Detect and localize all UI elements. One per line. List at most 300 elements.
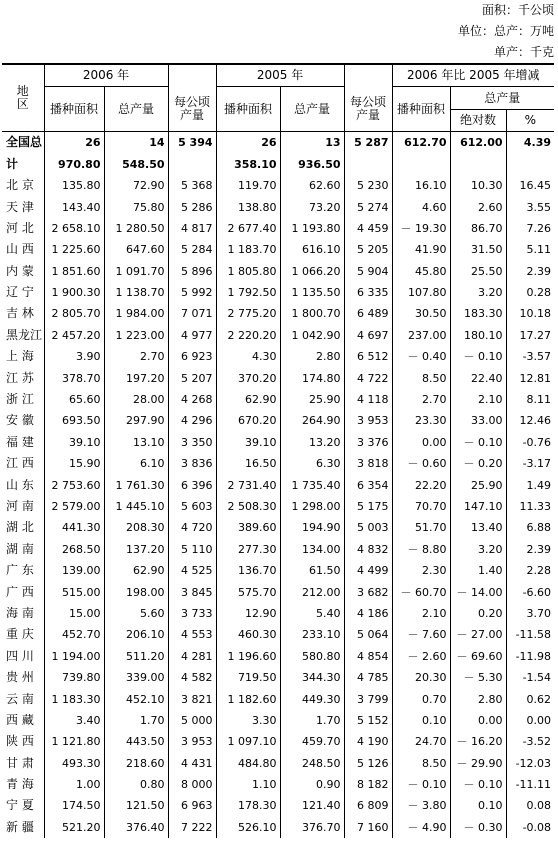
table-cell: 2 805.70 <box>44 303 104 324</box>
table-cell: 1 225.60 <box>44 239 104 260</box>
region-name: 河 北 <box>6 220 34 235</box>
table-cell: 1 183.30 <box>44 688 104 709</box>
table-cell: 4 525 <box>168 560 216 581</box>
table-row <box>2 367 554 388</box>
table-cell: 7.26 <box>506 218 554 239</box>
region-name: 甘 肃 <box>6 755 34 770</box>
total-cell: 26 <box>44 132 104 154</box>
header-region: 地 区 <box>2 64 44 132</box>
table-cell: 1 851.60 <box>44 261 104 282</box>
table-cell: 5 230 <box>344 175 392 196</box>
table-cell: 5 603 <box>168 496 216 517</box>
table-cell: 1.10 <box>216 774 280 795</box>
total-cell: 4.39 <box>506 132 554 154</box>
table-cell: 248.50 <box>280 753 344 774</box>
total-cell: 548.50 <box>104 154 168 175</box>
table-cell: 33.00 <box>450 410 506 431</box>
table-row <box>2 261 554 282</box>
region-name: 内 蒙 <box>6 263 34 278</box>
table-cell: 4 697 <box>344 325 392 346</box>
table-row <box>2 817 554 838</box>
region-name: 福 建 <box>6 434 34 449</box>
table-cell: 1 735.40 <box>280 474 344 495</box>
table-cell: 6 923 <box>168 346 216 367</box>
table-cell: 15.90 <box>44 453 104 474</box>
table-cell: 6 335 <box>344 282 392 303</box>
table-cell: 339.00 <box>104 667 168 688</box>
table-cell: 5 284 <box>168 239 216 260</box>
total-cell: 26 <box>216 132 280 154</box>
table-cell: 25.50 <box>450 261 506 282</box>
table-cell: 119.70 <box>216 175 280 196</box>
table-cell: 1 135.50 <box>280 282 344 303</box>
table-cell: 5 904 <box>344 261 392 282</box>
total-cell: 13 <box>280 132 344 154</box>
table-cell: 39.10 <box>216 432 280 453</box>
table-row <box>2 731 554 752</box>
table-cell: 5 003 <box>344 517 392 538</box>
total-cell <box>450 154 506 175</box>
region-name: 海 南 <box>6 605 34 620</box>
header-sown-2005: 播种面积 <box>216 87 280 132</box>
total-cell <box>344 154 392 175</box>
table-cell: 3 733 <box>168 603 216 624</box>
region-name: 山 东 <box>6 477 34 492</box>
header-pct: % <box>506 109 554 131</box>
table-cell: 5 152 <box>344 710 392 731</box>
table-cell: 580.80 <box>280 646 344 667</box>
table-cell: 1 091.70 <box>104 261 168 282</box>
table-cell: 134.00 <box>280 539 344 560</box>
table-row <box>2 175 554 196</box>
table-cell: 25.90 <box>450 474 506 495</box>
table-cell: 4 553 <box>168 624 216 645</box>
table-cell: 20.30 <box>392 667 450 688</box>
table-cell: 2 677.40 <box>216 218 280 239</box>
table-row <box>2 581 554 602</box>
table-cell: 264.90 <box>280 410 344 431</box>
table-cell: 1 298.00 <box>280 496 344 517</box>
table-cell: 51.70 <box>392 517 450 538</box>
table-cell: 1 792.50 <box>216 282 280 303</box>
table-row <box>2 688 554 709</box>
table-cell: 138.80 <box>216 196 280 217</box>
total-cell: 612.70 <box>392 132 450 154</box>
table-cell: 75.80 <box>104 196 168 217</box>
table-cell: － 2.60 <box>392 646 450 667</box>
table-cell: 4 722 <box>344 367 392 388</box>
table-cell: 23.30 <box>392 410 450 431</box>
table-cell: 2.70 <box>392 389 450 410</box>
table-cell: 1 193.80 <box>280 218 344 239</box>
table-cell: 2.80 <box>280 346 344 367</box>
table-row <box>2 774 554 795</box>
table-cell: － 4.90 <box>392 817 450 838</box>
region-name: 湖 南 <box>6 541 34 556</box>
table-cell: 8 182 <box>344 774 392 795</box>
table-cell: 10.30 <box>450 175 506 196</box>
table-cell: 197.20 <box>104 367 168 388</box>
table-cell: 4 118 <box>344 389 392 410</box>
table-cell: -12.03 <box>506 753 554 774</box>
table-cell: -3.17 <box>506 453 554 474</box>
table-cell: 13.20 <box>280 432 344 453</box>
table-cell: 7 160 <box>344 817 392 838</box>
table-cell: － 19.30 <box>392 218 450 239</box>
table-cell: 12.81 <box>506 367 554 388</box>
table-cell: 86.70 <box>450 218 506 239</box>
table-cell: 3.55 <box>506 196 554 217</box>
header-2005: 2005 年 <box>216 64 344 87</box>
table-row <box>2 795 554 816</box>
table-cell: 11.33 <box>506 496 554 517</box>
table-cell: 1.70 <box>280 710 344 731</box>
table-cell: 2 658.10 <box>44 218 104 239</box>
table-cell: 449.30 <box>280 688 344 709</box>
table-cell: 12.90 <box>216 603 280 624</box>
table-cell: 5 286 <box>168 196 216 217</box>
table-row <box>2 410 554 431</box>
table-cell: 5 992 <box>168 282 216 303</box>
table-cell: 2 731.40 <box>216 474 280 495</box>
data-table <box>2 63 554 838</box>
table-cell: 2 579.00 <box>44 496 104 517</box>
table-row <box>2 303 554 324</box>
table-cell: 3 953 <box>168 731 216 752</box>
unit-output: 单位：总产：万吨 <box>457 24 554 38</box>
table-cell: 452.10 <box>104 688 168 709</box>
table-cell: － 0.10 <box>450 346 506 367</box>
table-row <box>2 667 554 688</box>
table-cell: 62.60 <box>280 175 344 196</box>
table-cell: 4 296 <box>168 410 216 431</box>
region-name: 河 南 <box>6 499 34 513</box>
table-cell: 3.90 <box>44 346 104 367</box>
region-name: 云 南 <box>6 691 34 706</box>
header-blank-2 <box>344 64 392 87</box>
table-cell: 511.20 <box>104 646 168 667</box>
table-row <box>2 517 554 538</box>
table-cell: 6 512 <box>344 346 392 367</box>
table-cell: 1 984.00 <box>104 303 168 324</box>
table-cell: 65.60 <box>44 389 104 410</box>
table-cell: 268.50 <box>44 539 104 560</box>
table-cell: 1 800.70 <box>280 303 344 324</box>
table-cell: 178.30 <box>216 795 280 816</box>
table-cell: － 0.10 <box>450 774 506 795</box>
table-cell: 739.80 <box>44 667 104 688</box>
table-cell: 1 223.00 <box>104 325 168 346</box>
table-cell: 16.50 <box>216 453 280 474</box>
table-row <box>2 710 554 731</box>
table-cell: 1.70 <box>104 710 168 731</box>
table-cell: 147.10 <box>450 496 506 517</box>
table-cell: 17.27 <box>506 325 554 346</box>
table-cell: 237.00 <box>392 325 450 346</box>
table-row <box>2 560 554 581</box>
table-cell: 0.20 <box>450 603 506 624</box>
table-cell: 1 900.30 <box>44 282 104 303</box>
table-cell: 0.62 <box>506 688 554 709</box>
region-name: 重 庆 <box>6 627 34 642</box>
table-cell: － 3.80 <box>392 795 450 816</box>
table-cell: 1.49 <box>506 474 554 495</box>
table-cell: 6 354 <box>344 474 392 495</box>
table-cell: 25.90 <box>280 389 344 410</box>
table-cell: 1 121.80 <box>44 731 104 752</box>
table-row <box>2 389 554 410</box>
table-row <box>2 196 554 217</box>
table-cell: 137.20 <box>104 539 168 560</box>
table-cell: 107.80 <box>392 282 450 303</box>
table-cell: 6 396 <box>168 474 216 495</box>
table-cell: 7 222 <box>168 817 216 838</box>
table-cell: 5 274 <box>344 196 392 217</box>
table-cell: 3 836 <box>168 453 216 474</box>
table-cell: 3 799 <box>344 688 392 709</box>
region-name: 广 西 <box>6 584 34 599</box>
table-cell: 4.30 <box>216 346 280 367</box>
table-cell: 693.50 <box>44 410 104 431</box>
table-cell: 515.00 <box>44 581 104 602</box>
table-cell: － 16.20 <box>450 731 506 752</box>
header-output-2005: 总产量 <box>280 87 344 132</box>
header-sown-change: 播种面积 <box>392 87 450 132</box>
region-name: 吉 林 <box>6 306 34 321</box>
table-cell: 0.10 <box>392 710 450 731</box>
region-name: 天 津 <box>6 199 34 214</box>
total-cell: 14 <box>104 132 168 154</box>
table-cell: 30.50 <box>392 303 450 324</box>
table-cell: 1 066.20 <box>280 261 344 282</box>
table-cell: 4 977 <box>168 325 216 346</box>
table-cell: -3.52 <box>506 731 554 752</box>
table-cell: 5.40 <box>280 603 344 624</box>
table-row <box>2 496 554 517</box>
table-cell: 139.00 <box>44 560 104 581</box>
table-cell: 4 281 <box>168 646 216 667</box>
table-cell: － 0.20 <box>450 453 506 474</box>
table-cell: 4 186 <box>344 603 392 624</box>
table-row <box>2 346 554 367</box>
table-cell: 441.30 <box>44 517 104 538</box>
region-name: 山 西 <box>6 242 34 257</box>
table-cell: 3.20 <box>450 539 506 560</box>
table-cell: 719.50 <box>216 667 280 688</box>
table-cell: 344.30 <box>280 667 344 688</box>
region-name: 江 苏 <box>6 370 34 385</box>
table-cell: 2.10 <box>450 389 506 410</box>
region-name: 浙 江 <box>6 392 34 407</box>
total-cell: 5 287 <box>344 132 392 154</box>
table-cell: 45.80 <box>392 261 450 282</box>
total-row <box>2 132 554 154</box>
total-label-1: 全国总 <box>6 135 43 150</box>
table-cell: 2 775.20 <box>216 303 280 324</box>
table-cell: 206.10 <box>104 624 168 645</box>
table-cell: 2 457.20 <box>44 325 104 346</box>
table-cell: 0.70 <box>392 688 450 709</box>
header-change: 2006 年比 2005 年增减 <box>392 64 554 87</box>
table-cell: 460.30 <box>216 624 280 645</box>
table-cell: 1 805.80 <box>216 261 280 282</box>
region-name: 西 藏 <box>6 712 34 727</box>
table-row <box>2 539 554 560</box>
table-cell: 5 205 <box>344 239 392 260</box>
table-cell: 8 000 <box>168 774 216 795</box>
header-output-2006: 总产量 <box>104 87 168 132</box>
table-cell: 0.08 <box>506 795 554 816</box>
table-cell: -3.57 <box>506 346 554 367</box>
table-cell: － 29.90 <box>450 753 506 774</box>
table-cell: 39.10 <box>44 432 104 453</box>
table-cell: 459.70 <box>280 731 344 752</box>
table-cell: 70.70 <box>392 496 450 517</box>
table-cell: 6 963 <box>168 795 216 816</box>
table-cell: 526.10 <box>216 817 280 838</box>
table-cell: 5 064 <box>344 624 392 645</box>
table-cell: 7 071 <box>168 303 216 324</box>
table-cell: 218.60 <box>104 753 168 774</box>
table-cell: 8.11 <box>506 389 554 410</box>
table-cell: 4 459 <box>344 218 392 239</box>
header-yield-2005: 每公顷 产量 <box>344 87 392 132</box>
table-cell: － 0.40 <box>392 346 450 367</box>
table-cell: 297.90 <box>104 410 168 431</box>
region-name: 上 海 <box>6 349 34 364</box>
table-cell: 208.30 <box>104 517 168 538</box>
table-cell: 0.80 <box>104 774 168 795</box>
table-cell: 1 445.10 <box>104 496 168 517</box>
table-cell: 370.20 <box>216 367 280 388</box>
total-cell: 936.50 <box>280 154 344 175</box>
table-cell: 3 818 <box>344 453 392 474</box>
table-cell: 212.00 <box>280 581 344 602</box>
table-cell: 2 753.60 <box>44 474 104 495</box>
table-cell: － 60.70 <box>392 581 450 602</box>
table-cell: － 0.30 <box>450 817 506 838</box>
table-cell: 1 761.30 <box>104 474 168 495</box>
table-cell: 1 097.10 <box>216 731 280 752</box>
table-cell: － 14.00 <box>450 581 506 602</box>
table-cell: 28.00 <box>104 389 168 410</box>
table-cell: 4 268 <box>168 389 216 410</box>
total-cell <box>392 154 450 175</box>
table-row <box>2 453 554 474</box>
table-row <box>2 325 554 346</box>
table-cell: 0.90 <box>280 774 344 795</box>
total-cell: 612.00 <box>450 132 506 154</box>
table-row <box>2 646 554 667</box>
table-cell: 22.40 <box>450 367 506 388</box>
table-cell: 2.70 <box>104 346 168 367</box>
table-cell: 0.28 <box>506 282 554 303</box>
region-name: 四 川 <box>6 648 34 663</box>
total-cell <box>506 154 554 175</box>
total-cell <box>168 154 216 175</box>
region-name: 江 西 <box>6 456 34 471</box>
table-cell: 3.30 <box>216 710 280 731</box>
table-cell: 5 110 <box>168 539 216 560</box>
table-cell: － 0.10 <box>450 432 506 453</box>
table-cell: 180.10 <box>450 325 506 346</box>
table-cell: 12.46 <box>506 410 554 431</box>
table-cell: 575.70 <box>216 581 280 602</box>
table-cell: 72.90 <box>104 175 168 196</box>
total-cell: 970.80 <box>44 154 104 175</box>
table-cell: 3 953 <box>344 410 392 431</box>
table-cell: 31.50 <box>450 239 506 260</box>
header-output-change: 总产量 <box>450 87 554 109</box>
table-cell: 6.88 <box>506 517 554 538</box>
table-cell: 484.80 <box>216 753 280 774</box>
table-cell: 1.00 <box>44 774 104 795</box>
table-cell: 3 821 <box>168 688 216 709</box>
table-cell: -0.76 <box>506 432 554 453</box>
table-cell: 6 489 <box>344 303 392 324</box>
table-cell: 452.70 <box>44 624 104 645</box>
table-cell: 2.39 <box>506 539 554 560</box>
table-cell: 62.90 <box>104 560 168 581</box>
region-name: 安 徽 <box>6 413 34 428</box>
table-row <box>2 239 554 260</box>
table-cell: 0.00 <box>506 710 554 731</box>
table-cell: 376.70 <box>280 817 344 838</box>
table-cell: 136.70 <box>216 560 280 581</box>
table-cell: 2.39 <box>506 261 554 282</box>
table-cell: 0.00 <box>392 432 450 453</box>
table-cell: 121.50 <box>104 795 168 816</box>
table-cell: 1 138.70 <box>104 282 168 303</box>
total-label-2: 计 <box>6 156 19 171</box>
table-cell: 5 368 <box>168 175 216 196</box>
table-row <box>2 218 554 239</box>
table-cell: 1 042.90 <box>280 325 344 346</box>
table-cell: 4.60 <box>392 196 450 217</box>
table-cell: 13.10 <box>104 432 168 453</box>
region-name: 广 东 <box>6 563 34 578</box>
region-name: 新 疆 <box>6 819 34 834</box>
table-cell: 4 832 <box>344 539 392 560</box>
table-cell: 493.30 <box>44 753 104 774</box>
total-row-cont <box>2 154 554 175</box>
table-cell: -0.08 <box>506 817 554 838</box>
table-cell: 194.90 <box>280 517 344 538</box>
table-cell: 2.60 <box>450 196 506 217</box>
table-cell: 174.50 <box>44 795 104 816</box>
region-name: 湖 北 <box>6 520 34 535</box>
table-cell: 0.10 <box>450 795 506 816</box>
table-cell: 1.40 <box>450 560 506 581</box>
header-2006: 2006 年 <box>44 64 168 87</box>
table-cell: -1.54 <box>506 667 554 688</box>
region-name: 青 海 <box>6 777 34 792</box>
header-sown-2006: 播种面积 <box>44 87 104 132</box>
table-cell: 3 376 <box>344 432 392 453</box>
header-abs: 绝对数 <box>450 109 506 131</box>
table-cell: 16.10 <box>392 175 450 196</box>
table-cell: 5.11 <box>506 239 554 260</box>
table-cell: 13.40 <box>450 517 506 538</box>
table-cell: 1 280.50 <box>104 218 168 239</box>
table-cell: 15.00 <box>44 603 104 624</box>
table-cell: 5 896 <box>168 261 216 282</box>
table-cell: 2.30 <box>392 560 450 581</box>
table-cell: 135.80 <box>44 175 104 196</box>
table-cell: 16.45 <box>506 175 554 196</box>
table-cell: － 0.10 <box>392 774 450 795</box>
table-cell: 41.90 <box>392 239 450 260</box>
